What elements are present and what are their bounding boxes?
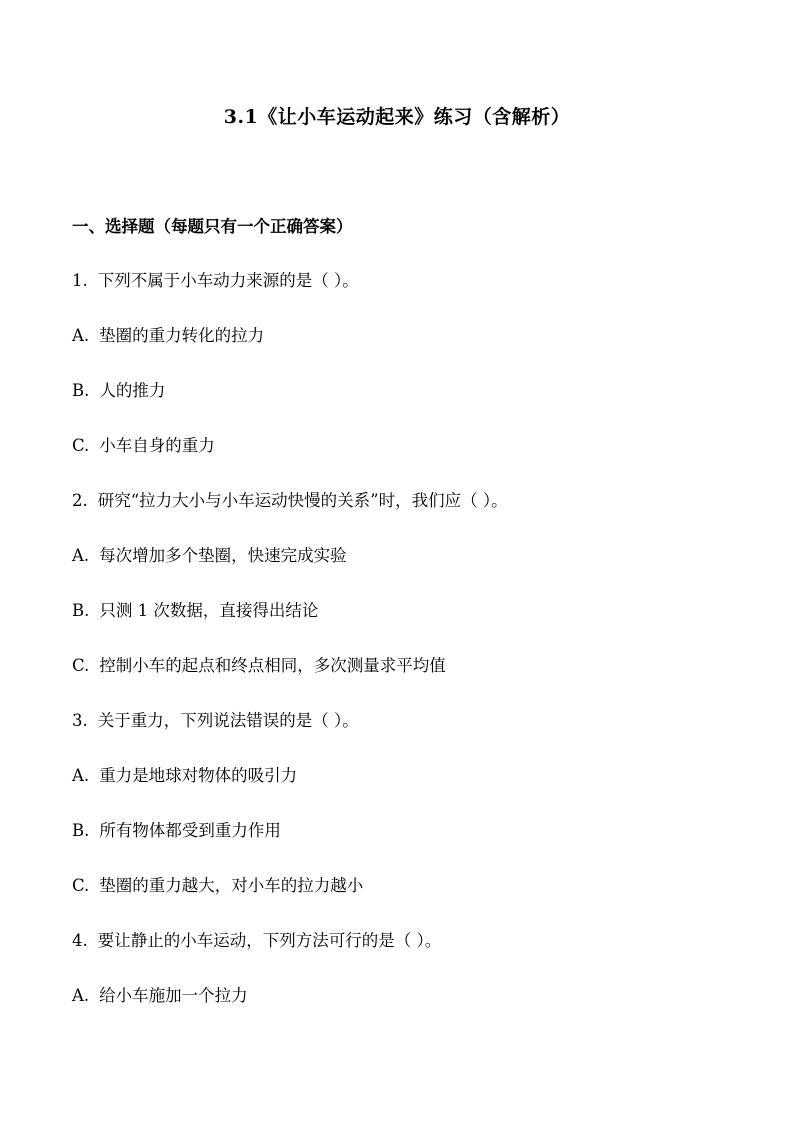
question-text: 研究“拉力大小与小车运动快慢的关系”时，我们应（ ）。 xyxy=(97,491,508,510)
question-4-option-a xyxy=(72,983,248,1009)
question-number: 3. xyxy=(72,711,88,730)
question-2 xyxy=(72,488,508,514)
question-text: 关于重力，下列说法错误的是（ ）。 xyxy=(97,711,359,730)
option-letter: B. xyxy=(72,821,90,840)
option-letter: B. xyxy=(72,381,90,400)
question-text: 要让静止的小车运动，下列方法可行的是（ ）。 xyxy=(97,931,442,950)
section-heading: 一、选择题（每题只有一个正确答案） xyxy=(72,217,353,236)
question-number: 4. xyxy=(72,931,88,950)
option-text: 垫圈的重力越大，对小车的拉力越小 xyxy=(99,876,364,895)
option-letter: A. xyxy=(72,326,90,345)
option-text: 所有物体都受到重力作用 xyxy=(99,821,281,840)
option-text: 重力是地球对物体的吸引力 xyxy=(99,766,298,785)
option-letter: A. xyxy=(72,986,90,1005)
option-text: 只测 1 次数据，直接得出结论 xyxy=(99,601,319,620)
question-3 xyxy=(72,708,359,734)
question-3-option-b xyxy=(72,818,281,844)
question-1-option-b xyxy=(72,378,165,404)
option-text: 人的推力 xyxy=(99,381,166,400)
option-text: 垫圈的重力转化的拉力 xyxy=(99,326,265,345)
question-number: 1. xyxy=(72,271,88,290)
option-text: 每次增加多个垫圈，快速完成实验 xyxy=(99,546,347,565)
question-3-option-c xyxy=(72,873,363,899)
question-1-option-a xyxy=(72,323,264,349)
option-letter: A. xyxy=(72,766,90,785)
option-letter: C. xyxy=(72,436,90,455)
question-4 xyxy=(72,928,441,954)
option-letter: C. xyxy=(72,656,90,675)
question-1 xyxy=(72,268,359,294)
option-letter: C. xyxy=(72,876,90,895)
option-text: 控制小车的起点和终点相同，多次测量求平均值 xyxy=(99,656,446,675)
option-text: 给小车施加一个拉力 xyxy=(99,986,248,1005)
question-2-option-a xyxy=(72,543,347,569)
question-1-option-c xyxy=(72,433,215,459)
option-text: 小车自身的重力 xyxy=(99,436,215,455)
document-title: 3.1《让小车运动起来》练习（含解析） xyxy=(223,106,571,128)
question-3-option-a xyxy=(72,763,297,789)
question-2-option-c xyxy=(72,653,446,679)
option-letter: B. xyxy=(72,601,90,620)
question-text: 下列不属于小车动力来源的是（ ）。 xyxy=(97,271,359,290)
option-letter: A. xyxy=(72,546,90,565)
question-2-option-b xyxy=(72,598,318,624)
question-number: 2. xyxy=(72,491,88,510)
